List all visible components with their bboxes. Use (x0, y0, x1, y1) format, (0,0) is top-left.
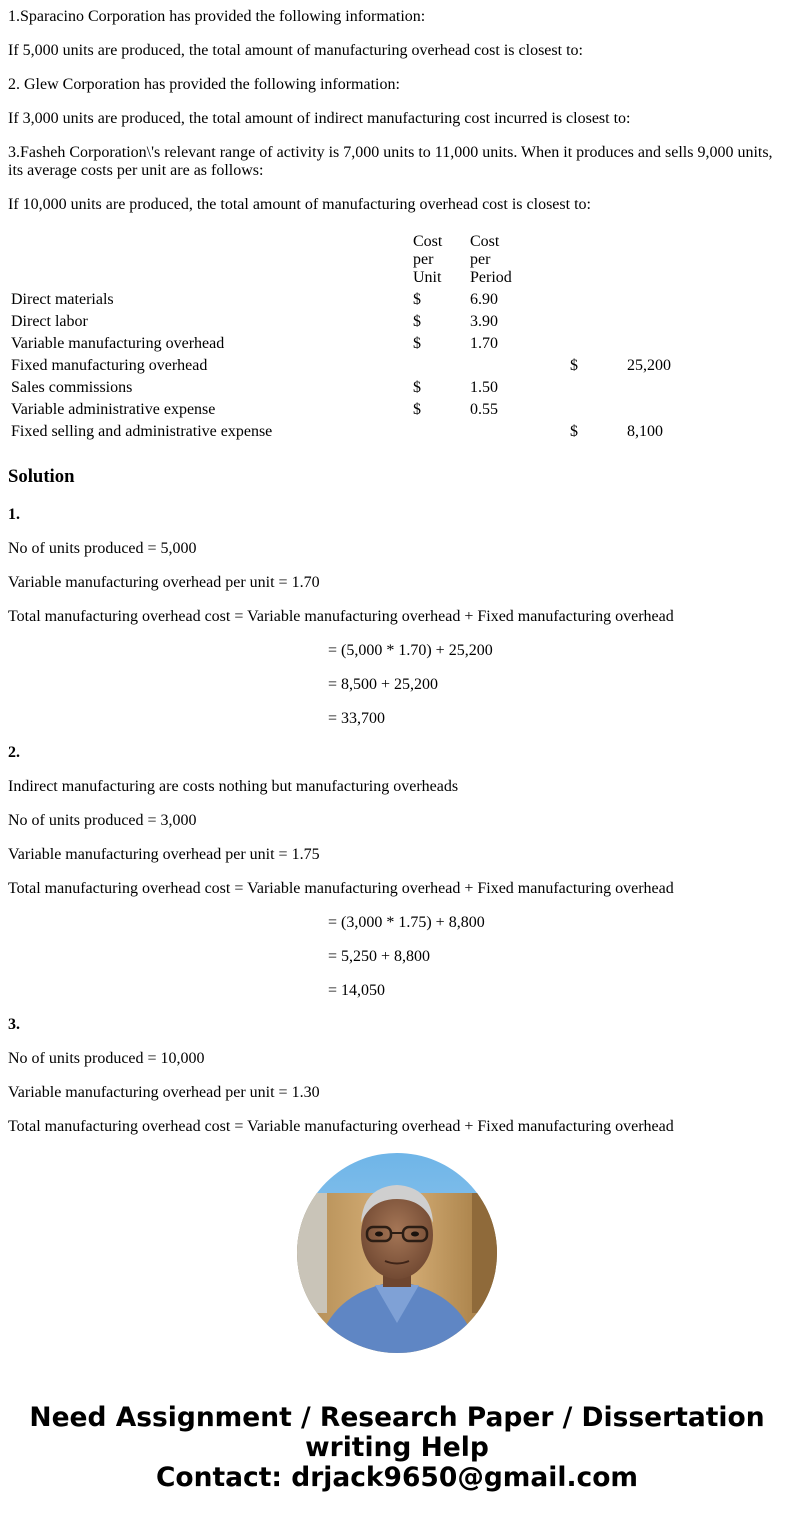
unit-dollar (412, 356, 467, 376)
period-dollar (569, 334, 624, 354)
table-row (10, 290, 688, 310)
table-row (10, 422, 688, 442)
table-row (10, 400, 688, 420)
period-dollar (569, 400, 624, 420)
period-dollar: $ (570, 357, 578, 374)
solution-1-line: Variable manufacturing overhead per unit = 1.70 (8, 574, 320, 591)
unit-value: 6.90 (470, 291, 498, 308)
period-value: 8,100 (627, 423, 663, 440)
portrait-image (297, 1153, 497, 1353)
header-cost-per-unit: Cost per Unit (413, 233, 443, 286)
unit-value: 1.70 (470, 335, 498, 352)
row-label: Variable administrative expense (11, 401, 216, 418)
q2-prompt: If 3,000 units are produced, the total amount of indirect manufacturing cost incurred is closest to: (8, 110, 631, 127)
solution-1-calc: = 8,500 + 25,200 (328, 676, 439, 693)
solution-2-calc: = 14,050 (328, 982, 386, 999)
table-row (10, 334, 688, 354)
solution-2-line: Variable manufacturing overhead per unit = 1.75 (8, 846, 320, 863)
solution-3-line: No of units produced = 10,000 (8, 1050, 205, 1067)
unit-value: 3.90 (470, 313, 498, 330)
cost-table (8, 230, 690, 444)
unit-dollar (412, 422, 467, 442)
table-row (10, 312, 688, 332)
period-value: 25,200 (627, 357, 671, 374)
unit-dollar: $ (413, 313, 421, 330)
period-value (626, 378, 688, 398)
row-label: Variable manufacturing overhead (11, 335, 225, 352)
solution-2-calc: = 5,250 + 8,800 (328, 948, 431, 965)
q3-intro: 3.Fasheh Corporation\'s relevant range of activity is 7,000 units to 11,000 units. When it produces and sells 9,000 units, its average costs per unit are as follows: (8, 144, 773, 179)
q1-prompt: If 5,000 units are produced, the total amount of manufacturing overhead cost is closest to: (8, 42, 583, 59)
row-label: Sales commissions (11, 379, 133, 396)
promo-contact: Contact: drjack9650@gmail.com (155, 1462, 639, 1493)
period-value (626, 312, 688, 332)
solution-2-line: No of units produced = 3,000 (8, 812, 197, 829)
promo-line-1: Need Assignment / Research Paper / Dissertation (29, 1402, 765, 1433)
row-label: Fixed manufacturing overhead (11, 357, 208, 374)
q1-intro: 1.Sparacino Corporation has provided the following information: (8, 8, 426, 25)
cost-table-header (10, 232, 688, 288)
unit-dollar: $ (413, 291, 421, 308)
solution-2-line: Total manufacturing overhead cost = Variable manufacturing overhead + Fixed manufacturing overhead (8, 880, 674, 897)
q3-prompt: If 10,000 units are produced, the total amount of manufacturing overhead cost is closest to: (8, 196, 591, 213)
solution-1-calc: = 33,700 (328, 710, 386, 727)
period-dollar (569, 290, 624, 310)
solution-2-calc: = (3,000 * 1.75) + 8,800 (328, 914, 485, 931)
period-value (626, 400, 688, 420)
q2-intro: 2. Glew Corporation has provided the following information: (8, 76, 400, 93)
promo-line-2: writing Help (305, 1432, 489, 1463)
solution-2-line: Indirect manufacturing are costs nothing but manufacturing overheads (8, 778, 459, 795)
unit-value: 1.50 (470, 379, 498, 396)
unit-value (469, 422, 567, 442)
row-label: Direct materials (11, 291, 114, 308)
promo-footer (0, 1403, 794, 1493)
solution-1-number: 1. (8, 506, 20, 523)
solution-1-line: Total manufacturing overhead cost = Variable manufacturing overhead + Fixed manufacturing overhead (8, 608, 674, 625)
solution-3-number: 3. (8, 1016, 20, 1033)
solution-1-calc: = (5,000 * 1.70) + 25,200 (328, 642, 493, 659)
solution-heading: Solution (8, 466, 75, 487)
solution-1-line: No of units produced = 5,000 (8, 540, 197, 557)
period-dollar (569, 378, 624, 398)
unit-dollar: $ (413, 335, 421, 352)
unit-value: 0.55 (470, 401, 498, 418)
period-value (626, 334, 688, 354)
row-label: Direct labor (11, 313, 88, 330)
solution-3-line: Total manufacturing overhead cost = Variable manufacturing overhead + Fixed manufacturing overhead (8, 1118, 674, 1135)
table-row (10, 356, 688, 376)
solution-2-number: 2. (8, 744, 20, 761)
row-label: Fixed selling and administrative expense (11, 423, 273, 440)
period-value (626, 290, 688, 310)
period-dollar: $ (570, 423, 578, 440)
unit-dollar: $ (413, 379, 421, 396)
solution-3-line: Variable manufacturing overhead per unit = 1.30 (8, 1084, 320, 1101)
header-cost-per-period: Cost per Period (470, 233, 512, 286)
document-body (8, 8, 786, 1152)
period-dollar (569, 312, 624, 332)
author-photo (297, 1153, 497, 1353)
table-row (10, 378, 688, 398)
unit-value (469, 356, 567, 376)
unit-dollar: $ (413, 401, 421, 418)
